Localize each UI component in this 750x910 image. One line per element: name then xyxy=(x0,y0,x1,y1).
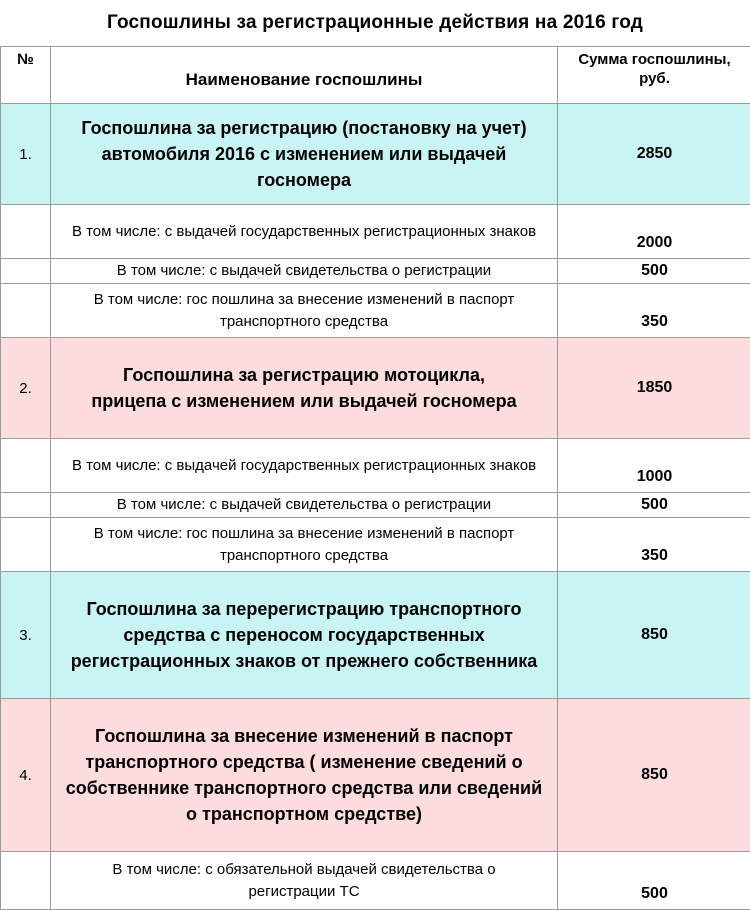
row-name: Госпошлина за перерегистрацию транспортного средства с переносом государственных регистрационных знаков от прежнего собственника xyxy=(51,572,558,699)
row-num: 1. xyxy=(1,104,51,205)
row-num xyxy=(1,439,51,493)
row-name: В том числе: с обязательной выдачей свидетельства о регистрации ТС xyxy=(51,852,558,910)
table-row-sub xyxy=(1,205,750,259)
fees-table xyxy=(0,46,750,910)
row-sum: 1000 xyxy=(558,439,750,493)
row-name: В том числе: с выдачей государственных регистрационных знаков xyxy=(51,205,558,259)
table-row-sub xyxy=(1,259,750,284)
header-name: Наименование госпошлины xyxy=(51,47,558,104)
row-sum: 500 xyxy=(558,259,750,284)
table-row-main-1 xyxy=(1,104,750,205)
row-num xyxy=(1,493,51,518)
table-row-sub xyxy=(1,518,750,572)
table-row-sub xyxy=(1,852,750,910)
row-name: Госпошлина за регистрацию (постановку на учет) автомобиля 2016 с изменением или выдачей госномера xyxy=(51,104,558,205)
row-num xyxy=(1,259,51,284)
table-row-main-4 xyxy=(1,699,750,852)
row-name: В том числе: с выдачей свидетельства о регистрации xyxy=(51,259,558,284)
row-name: В том числе: гос пошлина за внесение изменений в паспорт транспортного средства xyxy=(51,518,558,572)
row-sum: 850 xyxy=(558,572,750,699)
row-name: Госпошлина за внесение изменений в паспорт транспортного средства ( изменение сведений о собственнике транспортного средства или сведений о транспортном средстве) xyxy=(51,699,558,852)
row-sum: 2850 xyxy=(558,104,750,205)
row-num xyxy=(1,284,51,338)
table-header-row xyxy=(1,47,750,104)
row-name: В том числе: гос пошлина за внесение изменений в паспорт транспортного средства xyxy=(51,284,558,338)
row-num xyxy=(1,852,51,910)
row-name: Госпошлина за регистрацию мотоцикла, прицепа с изменением или выдачей госномера xyxy=(51,338,558,439)
row-name: В том числе: с выдачей государственных регистрационных знаков xyxy=(51,439,558,493)
row-sum: 350 xyxy=(558,518,750,572)
table-row-main-2 xyxy=(1,338,750,439)
table-row-sub xyxy=(1,493,750,518)
row-num: 4. xyxy=(1,699,51,852)
row-sum: 500 xyxy=(558,493,750,518)
row-sum: 2000 xyxy=(558,205,750,259)
table-row-main-3 xyxy=(1,572,750,699)
row-sum: 350 xyxy=(558,284,750,338)
page-title: Госпошлины за регистрационные действия на 2016 год xyxy=(0,0,750,46)
row-num xyxy=(1,518,51,572)
header-sum: Сумма госпошлины, руб. xyxy=(558,47,750,104)
row-sum: 1850 xyxy=(558,338,750,439)
row-name: В том числе: с выдачей свидетельства о регистрации xyxy=(51,493,558,518)
row-num: 2. xyxy=(1,338,51,439)
row-num: 3. xyxy=(1,572,51,699)
table-row-sub xyxy=(1,439,750,493)
row-sum: 500 xyxy=(558,852,750,910)
row-num xyxy=(1,205,51,259)
row-sum: 850 xyxy=(558,699,750,852)
header-num: № xyxy=(1,47,51,104)
table-row-sub xyxy=(1,284,750,338)
